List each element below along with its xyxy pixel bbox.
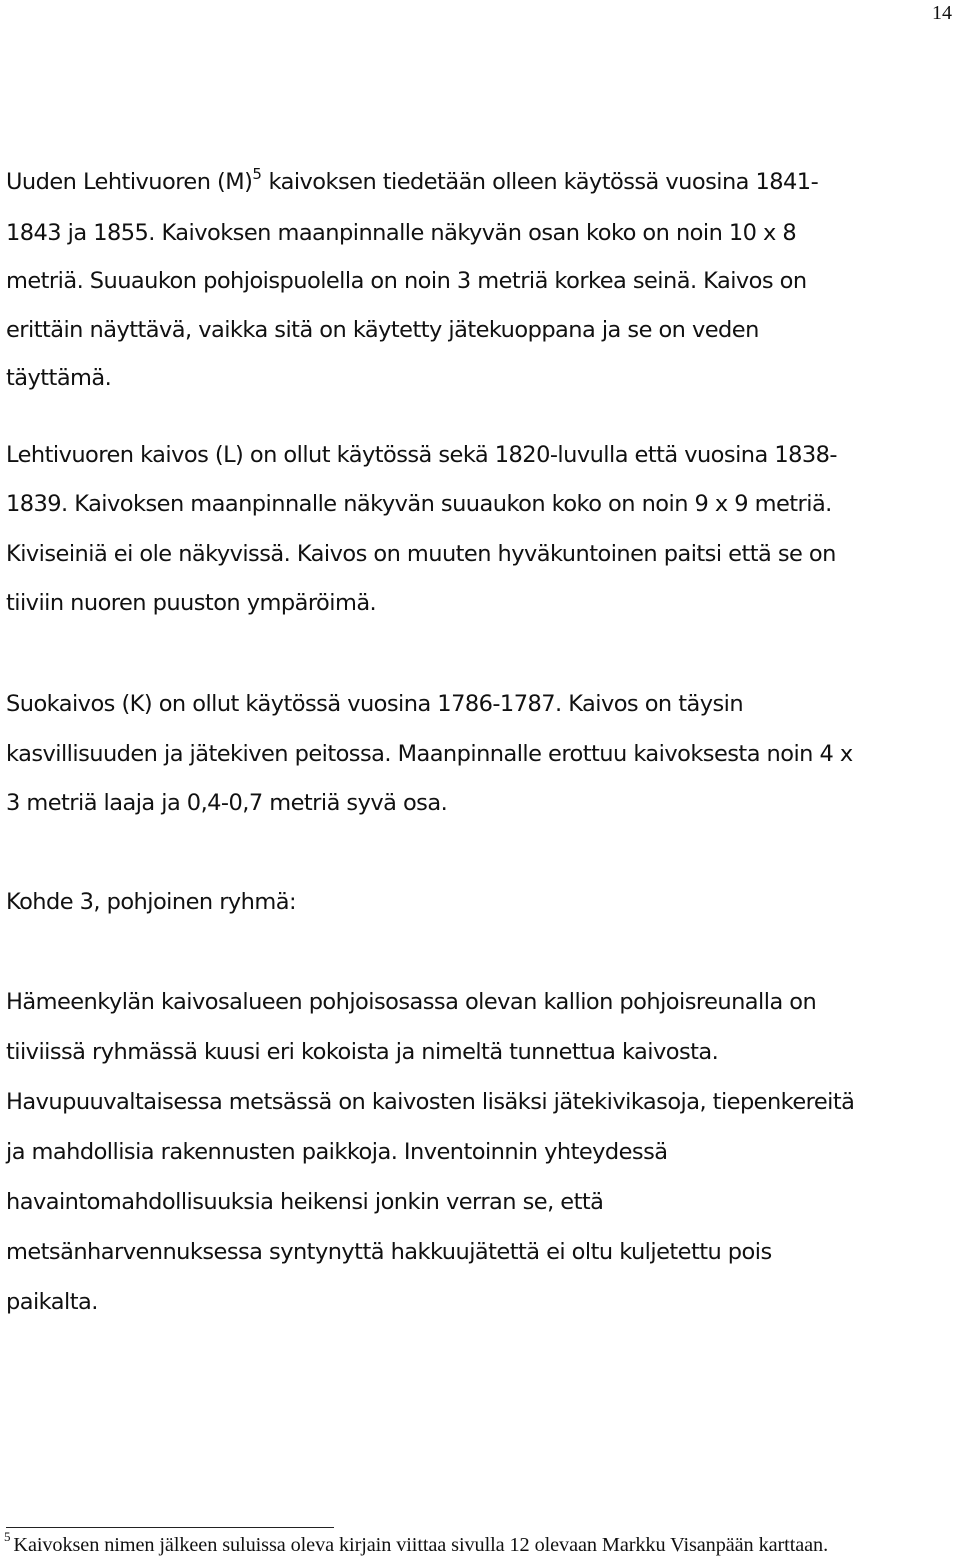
text-line: Kiviseiniä ei ole näkyvissä. Kaivos on muuten hyväkuntoinen paitsi että se on (6, 540, 836, 567)
text-line: paikalta. (6, 1289, 98, 1315)
text-line: Hämeenkylän kaivosalueen pohjoisosassa olevan kallion pohjoisreunalla on (6, 989, 817, 1015)
text-line: 1843 ja 1855. Kaivoksen maanpinnalle näkyvän osan koko on noin 10 x 8 (6, 219, 797, 246)
paragraph-lehtivuori (6, 431, 956, 628)
text-line: erittäin näyttävä, vaikka sitä on käytetty jätekuoppana ja se on veden (6, 316, 759, 343)
paragraph-uusi-lehtivuori (6, 158, 956, 403)
text-line: 3 metriä laaja ja 0,4-0,7 metriä syvä osa. (6, 790, 448, 816)
paragraph-pohjoinen-ryhma (6, 977, 956, 1327)
text-line: Havupuuvaltaisessa metsässä on kaivosten lisäksi jätekivikasoja, tiepenkereitä (6, 1089, 855, 1115)
text-line: metsänharvennuksessa syntynyttä hakkuujätettä ei oltu kuljetettu pois (6, 1239, 772, 1265)
footnote (4, 1530, 828, 1562)
text-line: täyttämä. (6, 365, 112, 391)
section-heading (6, 878, 956, 928)
text-line: ja mahdollisia rakennusten paikkoja. Inventoinnin yhteydessä (6, 1139, 668, 1165)
text-line: Suokaivos (K) on ollut käytössä vuosina 1786-1787. Kaivos on täysin (6, 691, 744, 717)
text-segment: kaivoksen tiedetään olleen käytössä vuosina 1841- (261, 169, 819, 195)
text-line: metriä. Suuaukon pohjoispuolella on noin 3 metriä korkea seinä. Kaivos on (6, 268, 807, 294)
text-line: havaintomahdollisuuksia heikensi jonkin verran se, että (6, 1189, 604, 1215)
heading-text: Kohde 3, pohjoinen ryhmä: (6, 889, 297, 915)
text-line: tiiviissä ryhmässä kuusi eri kokoista ja nimeltä tunnettua kaivosta. (6, 1039, 719, 1065)
footnote-mark: 5 (4, 1529, 11, 1544)
page-number: 14 (932, 2, 952, 24)
text-line: Lehtivuoren kaivos (L) on ollut käytössä sekä 1820-luvulla että vuosina 1838- (6, 442, 837, 468)
paragraph-suokaivos (6, 680, 956, 829)
text-line (6, 158, 956, 209)
text-line: kasvillisuuden ja jätekiven peitossa. Maanpinnalle erottuu kaivoksesta noin 4 x (6, 740, 853, 767)
footnote-reference: 5 (252, 165, 262, 183)
text-segment: Uuden Lehtivuoren (M) (6, 169, 253, 195)
footnote-text: Kaivoksen nimen jälkeen suluissa oleva kirjain viittaa sivulla 12 olevaan Markku Visanpään karttaan. (13, 1534, 829, 1556)
text-line: 1839. Kaivoksen maanpinnalle näkyvän suuaukon koko on noin 9 x 9 metriä. (6, 491, 832, 518)
footnote-divider (6, 1527, 334, 1528)
text-line: tiiviin nuoren puuston ympäröimä. (6, 589, 377, 616)
